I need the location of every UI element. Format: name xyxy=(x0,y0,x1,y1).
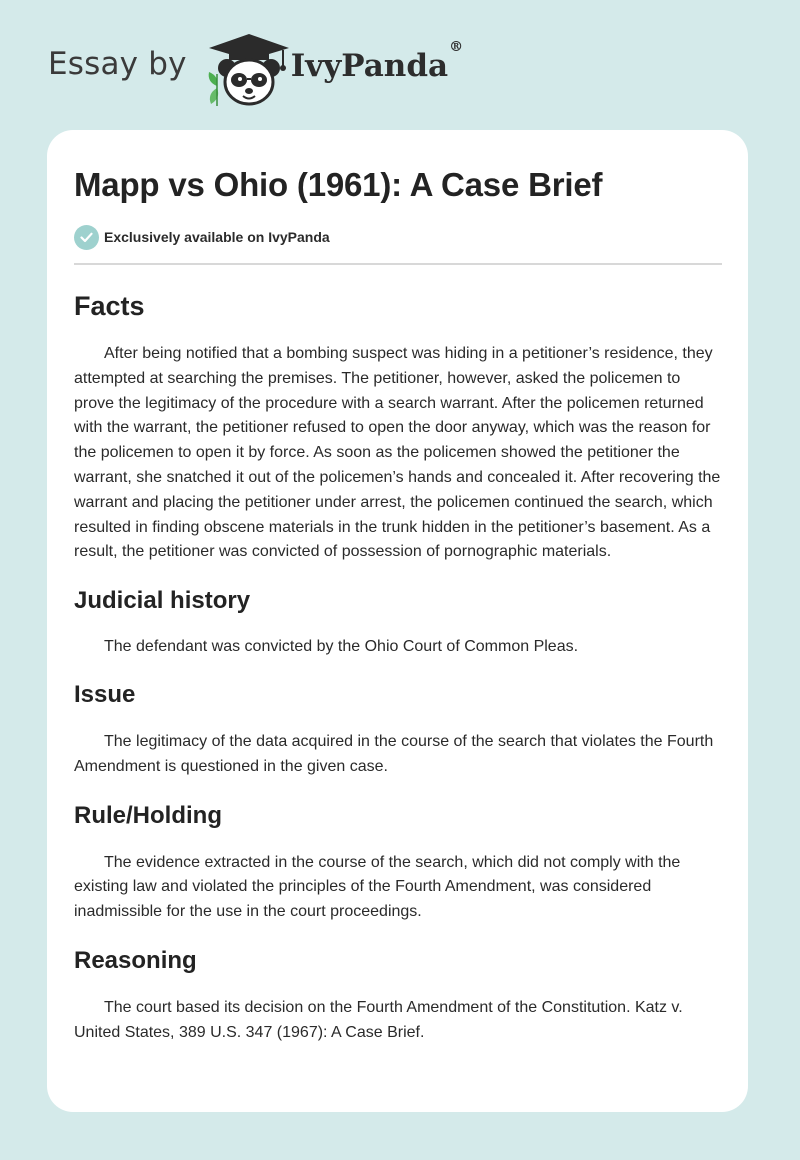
essay-by-label: Essay by xyxy=(48,46,187,82)
section-heading-reasoning: Reasoning xyxy=(74,946,197,974)
badge-text: Exclusively available on IvyPanda xyxy=(104,229,330,245)
divider xyxy=(74,263,722,265)
essay-card xyxy=(47,130,748,1112)
registered-mark: ® xyxy=(449,38,464,55)
panda-graduate-icon[interactable] xyxy=(203,30,295,110)
section-heading-issue: Issue xyxy=(74,680,136,708)
section-heading-facts: Facts xyxy=(74,291,145,321)
check-circle-icon xyxy=(74,225,99,250)
exclusive-badge xyxy=(74,224,722,250)
section-heading-rule-holding: Rule/Holding xyxy=(74,801,222,829)
page-title: Mapp vs Ohio (1961): A Case Brief xyxy=(74,166,603,203)
brand-name[interactable]: IvyPanda® xyxy=(290,38,464,84)
section-body-rule-holding: The evidence extracted in the course of the search, which did not comply with the existing law and violated the principles of the Fourth Amendment, was considered inadmissible for the use in the court proceedings. xyxy=(74,853,681,921)
section-body-judicial-history: The defendant was convicted by the Ohio Court of Common Pleas. xyxy=(104,638,579,656)
section-heading-judicial-history: Judicial history xyxy=(74,587,251,615)
section-body-facts: After being notified that a bombing suspect was hiding in a petitioner’s residence, they attempted at searching the premises. The petitioner, however, asked the policemen to prove the legitimacy of the procedure with a search warrant. After the policemen returned with the warrant, the petitioner refused to open the door anyway, which was the reason for the policemen to open it by force. As soon as the policemen showed the petitioner the warrant, she snatched it out of the policemen’s hands and concealed it. After recovering the warrant and placing the petitioner under arrest, the policemen continued the search, which resulted in finding obscene materials in the trunk hidden in the petitioner’s basement. As a result, the petitioner was convicted of possession of pornographic materials. xyxy=(74,345,721,561)
section-body-reasoning: The court based its decision on the Fourth Amendment of the Constitution. Katz v. United States, 389 U.S. 347 (1967): A Case Brief. xyxy=(74,998,683,1041)
section-body-issue: The legitimacy of the data acquired in the course of the search that violates the Fourth Amendment is questioned in the given case. xyxy=(74,732,714,775)
site-header xyxy=(48,30,463,110)
